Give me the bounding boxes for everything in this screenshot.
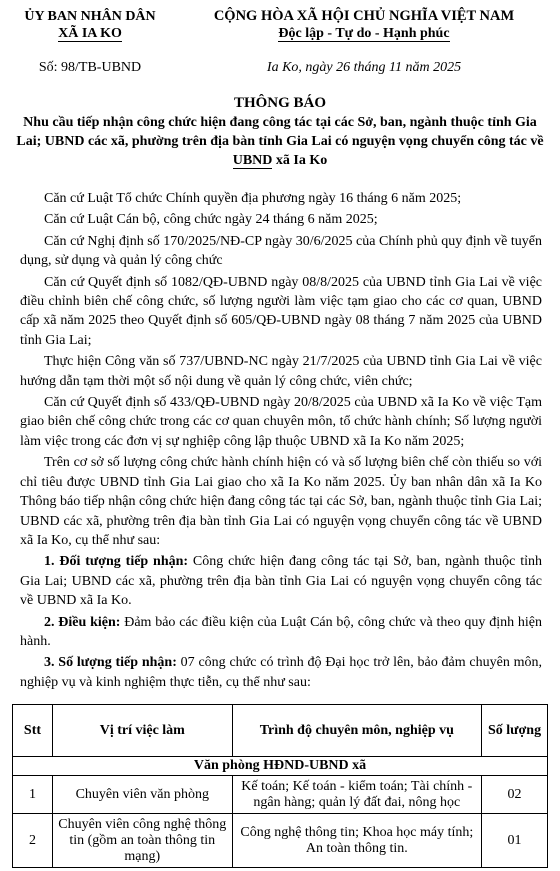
row-qualification: Công nghệ thông tin; Khoa học máy tính; An toàn thông tin. (232, 814, 481, 868)
col-quantity: Số lượng (482, 705, 548, 757)
document-body (20, 189, 542, 694)
item-text: Đảm bảo các điều kiện của Luật Cán bộ, công chức và theo quy định hiện hành. (20, 614, 542, 649)
agency-name: ỦY BAN NHÂN DÂN (24, 9, 156, 24)
row-quantity: 01 (482, 814, 548, 868)
section-title: Văn phòng HĐND-UBND xã (13, 757, 548, 776)
paragraph: Thực hiện Công văn số 737/UBND-NC ngày 21/7/2025 của UBND tỉnh Gia Lai về việc hướng dẫn tạm thời một số nội dung về quản lý công chức, viên chức; (20, 354, 542, 389)
paragraph: Căn cứ Quyết định số 1082/QĐ-UBND ngày 08/8/2025 của UBND tỉnh Gia Lai về việc điều chỉnh biên chế công chức, số lượng người làm việc tạm giao cho các cơ quan, UBND cấp xã năm 2025 theo Quyết định số 605/QĐ-UBND ngày 08 tháng 7 năm 2025 của UBND tỉnh Gia Lai; (20, 274, 542, 348)
paragraph: Căn cứ Luật Tổ chức Chính quyền địa phương ngày 16 tháng 6 năm 2025; (44, 191, 462, 206)
paragraph: Căn cứ Quyết định số 433/QĐ-UBND ngày 20/8/2025 của UBND xã Ia Ko về việc Tạm giao biên chế công chức trong các cơ quan chuyên môn, tổ chức hành chính; Số lượng người làm việc trong các đơn vị sự nghiệp công lập thuộc UBND xã Ia Ko năm 2025; (20, 395, 542, 449)
item-quantity (20, 653, 542, 692)
row-position: Chuyên viên công nghệ thông tin (gồm an toàn thông tin mạng) (52, 814, 232, 868)
table-header-row (13, 705, 548, 757)
item-text: Công chức hiện đang công tác tại Sở, ban, ngành thuộc tỉnh Gia Lai; UBND các xã, phường trên địa bàn tỉnh Gia Lai có nguyện vọng chuyển công tác về UBND xã Ia Ko. (20, 554, 542, 609)
national-header (178, 8, 550, 42)
place-date: Ia Ko, ngày 26 tháng 11 năm 2025 (266, 60, 462, 75)
item-conditions (20, 613, 542, 652)
row-qualification: Kế toán; Kế toán - kiểm toán; Tài chính - ngân hàng; quản lý đất đai, nông học (232, 776, 481, 814)
row-quantity: 02 (482, 776, 548, 814)
col-stt: Stt (13, 705, 53, 757)
subtitle-text: Nhu cầu tiếp nhận công chức hiện đang công tác tại các Sở, ban, ngành thuộc tỉnh Gia Lai; UBND các xã, phường trên địa bàn tỉnh Gia Lai có nguyện vọng chuyển công tác về (16, 115, 544, 149)
issuing-agency (14, 8, 166, 42)
item-text: 07 công chức có trình độ Đại học trở lên, bảo đảm chuyên môn, nghiệp vụ và kinh nghiệm thực tiễn, cụ thể như sau: (20, 655, 543, 690)
table-row (13, 776, 548, 814)
row-stt: 2 (13, 814, 53, 868)
agency-commune: XÃ IA KO (58, 26, 122, 41)
subtitle-underlined: UBND (232, 153, 273, 168)
item-heading: 3. Số lượng tiếp nhận: (44, 655, 177, 671)
item-heading: 2. Điều kiện: (44, 614, 121, 630)
document-subtitle (12, 113, 548, 170)
row-stt: 1 (13, 776, 53, 814)
item-target (20, 552, 542, 610)
table-section-row (13, 757, 548, 776)
paragraph: Căn cứ Luật Cán bộ, công chức ngày 24 tháng 6 năm 2025; (44, 212, 378, 228)
table-row (13, 814, 548, 868)
nation-name: CỘNG HÒA XÃ HỘI CHỦ NGHĨA VIỆT NAM (213, 8, 515, 24)
row-position: Chuyên viên văn phòng (52, 776, 232, 814)
positions-table (12, 704, 548, 868)
motto: Độc lập - Tự do - Hạnh phúc (278, 26, 450, 41)
paragraph: Trên cơ sở số lượng công chức hành chính hiện có và số lượng biên chế còn thiếu so với chỉ tiêu được UBND tỉnh Gia Lai giao cho xã Ia Ko năm 2025. Ủy ban nhân dân xã Ia Ko Thông báo tiếp nhận công chức hiện đang công tác tại các Sở, ban, ngành thuộc tỉnh Gia Lai; UBND các xã, phường trên địa bàn tỉnh Gia Lai có nguyện vọng chuyển công tác về UBND xã Ia Ko, cụ thể như sau: (20, 455, 542, 548)
col-position: Vị trí việc làm (52, 705, 232, 757)
paragraph: Căn cứ Nghị định số 170/2025/NĐ-CP ngày 30/6/2025 của Chính phủ quy định về tuyển dụng, sử dụng và quản lý công chức (20, 233, 542, 269)
item-heading: 1. Đối tượng tiếp nhận: (44, 554, 189, 570)
document-number: Số: 98/TB-UBND (38, 60, 142, 75)
document-title: THÔNG BÁO (233, 95, 327, 111)
subtitle-tail: xã Ia Ko (272, 153, 328, 168)
col-qualification: Trình độ chuyên môn, nghiệp vụ (232, 705, 481, 757)
